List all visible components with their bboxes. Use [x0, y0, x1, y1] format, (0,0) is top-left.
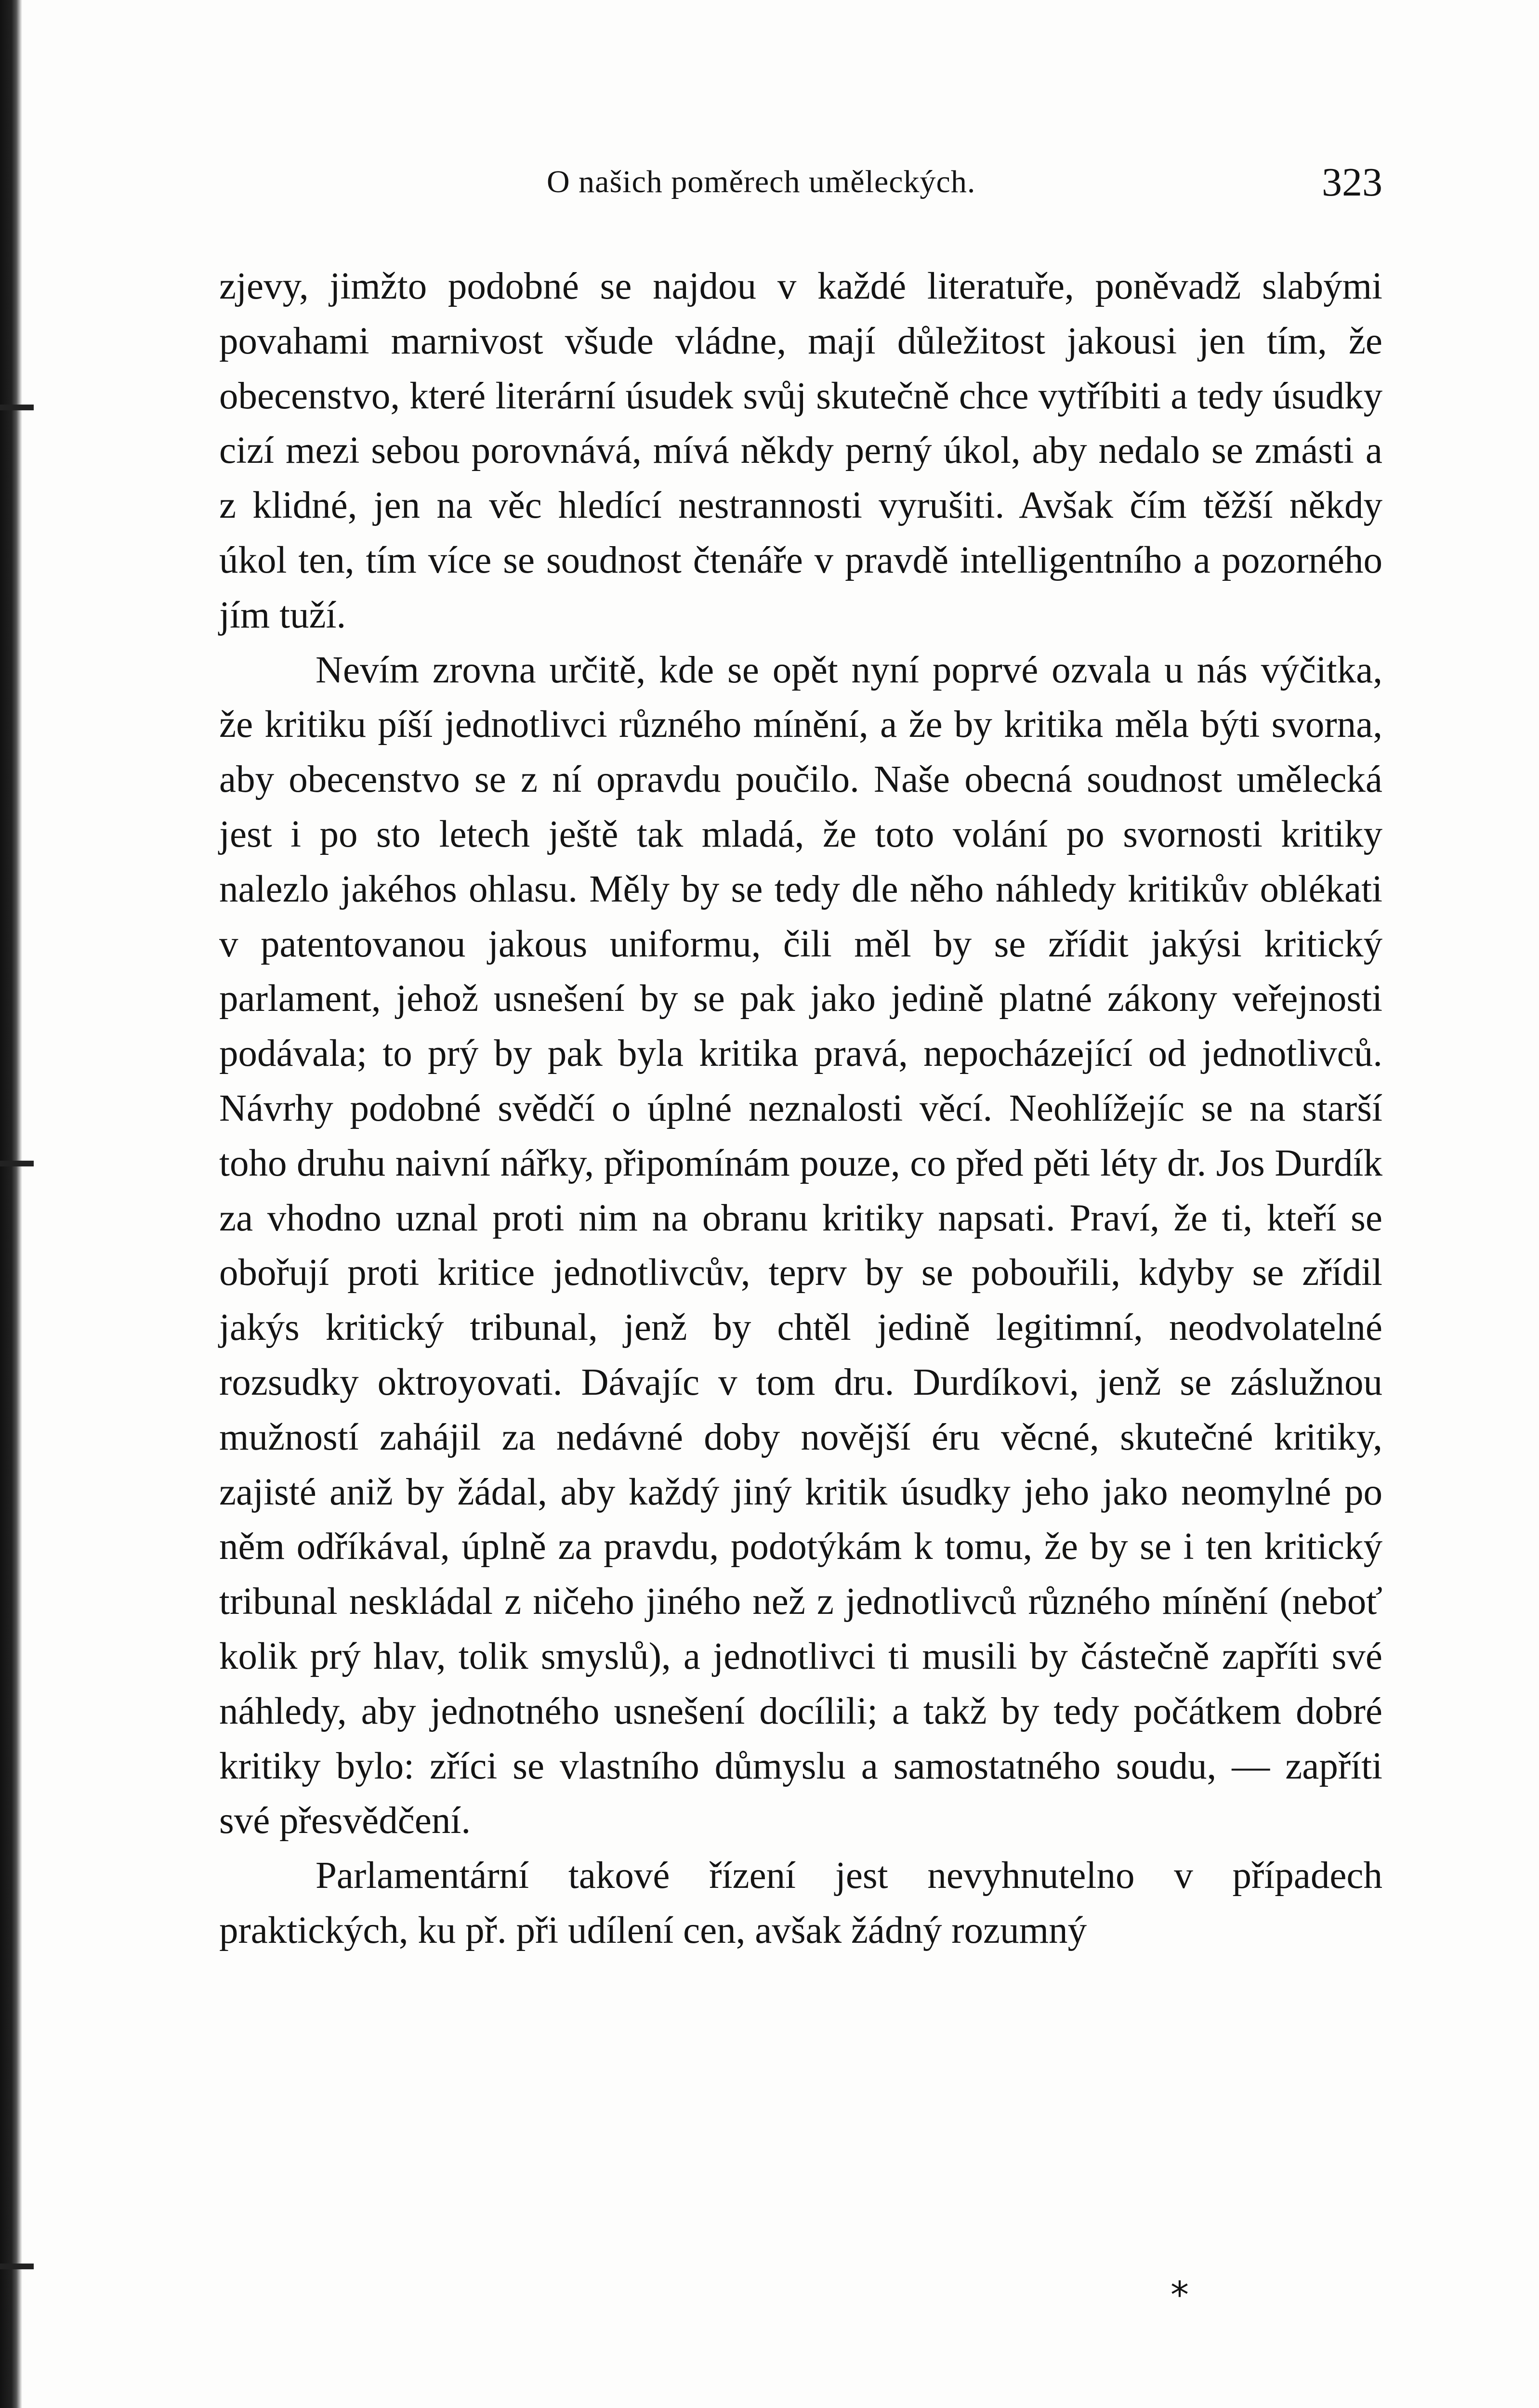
binding-mark	[0, 405, 34, 410]
paragraph-1: zjevy, jimžto podobné se najdou v každé literatuře, poněvadž slabými povahami marnivost všude vládne, mají důležitost jakousi jen tím, že obecenstvo, které literární úsudek svůj skutečně chce vytříbiti a tedy úsudky cizí mezi sebou porovnává, mívá někdy perný úkol, aby nedalo se zmásti a z klidné, jen na věc hledící nestrannosti vyrušiti. Avšak čím těžší někdy úkol ten, tím více se soudnost čtenáře v pravdě intelligentního a pozorného jím tuží.	[219, 265, 1382, 636]
paragraph-3: Parlamentární takové řízení jest nevyhnutelno v případech praktických, ku př. při udílení cen, avšak žádný rozumný	[219, 1855, 1382, 1951]
body-text	[219, 259, 1382, 1958]
page-number: 323	[1322, 160, 1382, 205]
page-header	[219, 159, 1382, 212]
binding-mark	[0, 1161, 34, 1166]
running-title: O našich poměrech uměleckých.	[547, 164, 976, 199]
page-binding-edge	[0, 0, 22, 2408]
binding-mark	[0, 2264, 34, 2269]
signature-mark: *	[1171, 2273, 1189, 2316]
paragraph-2: Nevím zrovna určitě, kde se opět nyní poprvé ozvala u nás výčitka, že kritiku píší jednotlivci různého mínění, a že by kritika měla býti svorna, aby obecenstvo se z ní opravdu poučilo. Naše obecná soudnost umělecká jest i po sto letech ještě tak mladá, že toto volání po svornosti kritiky nalezlo jakéhos ohlasu. Měly by se tedy dle něho náhledy kritikův oblékati v patentovanou jakous uniformu, čili měl by se zřídit jakýsi kritický parlament, jehož usnešení by se pak jako jedině platné zákony veřejnosti podávala; to prý by pak byla kritika pravá, nepocházející od jednotlivců. Návrhy podobné svědčí o úplné neznalosti věcí. Neohlížejíc se na starší toho druhu naivní nářky, připomínám pouze, co před pěti léty dr. Jos Durdík za vhodno uznal proti nim na obranu kritiky napsati. Praví, že ti, kteří se obořují proti kritice jednotlivcův, teprv by se pobouřili, kdyby se zřídil jakýs kritický tribunal, jenž by chtěl jedině legitimní, neodvolatelné rozsudky oktroyovati. Dávajíc v tom dru. Durdíkovi, jenž se záslužnou mužností zahájil za nedávné doby novější éru věcné, skutečné kritiky, zajisté aniž by žádal, aby každý jiný kritik úsudky jeho jako neomylné po něm odříkával, úplně za pravdu, podotýkám k tomu, že by se i ten kritický tribunal neskládal z ničeho jiného než z jednotlivců různého mínění (neboť kolik prý hlav, tolik smyslů), a jednotlivci ti musili by částečně zapříti své náhledy, aby jednotného usnešení docílili; a takž by tedy počátkem dobré kritiky bylo: zříci se vlastního důmyslu a samostatného soudu, — zapříti své přesvědčení.	[219, 649, 1382, 1842]
